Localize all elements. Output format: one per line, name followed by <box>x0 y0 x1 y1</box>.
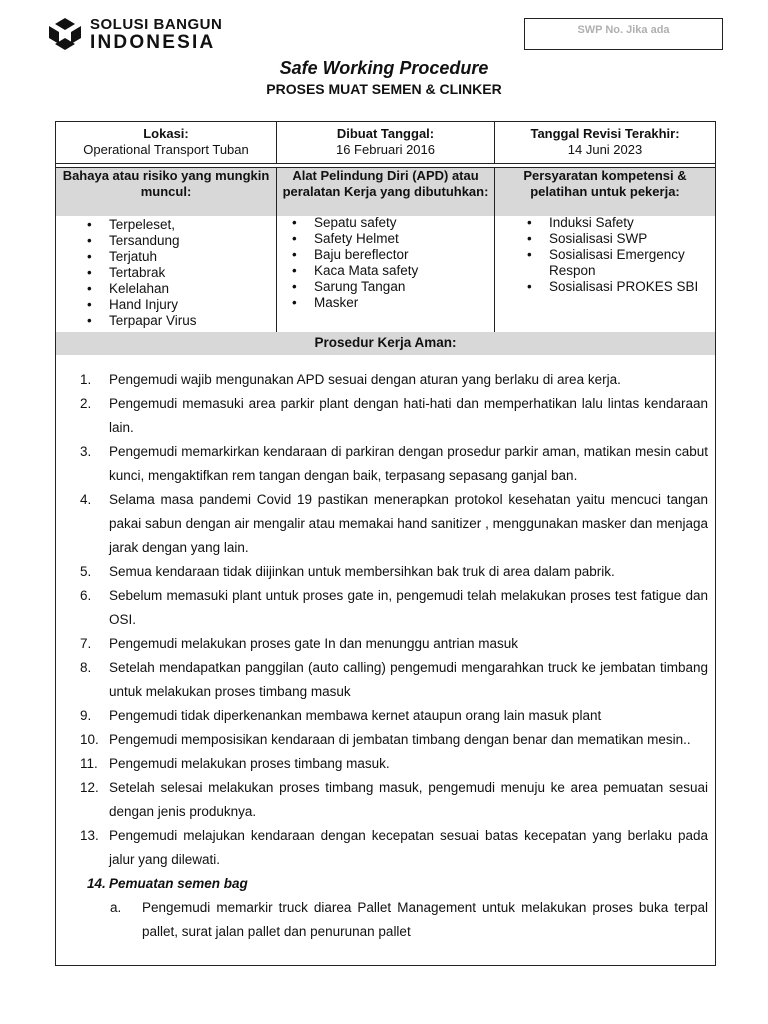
step-text: Setelah selesai melakukan proses timbang masuk, pengemudi menuju ke area pemuatan sesuai dengan jenis produknya. <box>109 780 708 819</box>
list-item: • Masker <box>314 295 494 311</box>
step-text: Semua kendaraan tidak diijinkan untuk membersihkan bak truk di area dalam pabrik. <box>109 564 615 579</box>
substep-text: Pengemudi memarkir truck diarea Pallet Management untuk melakukan proses buka terpal pallet, surat jalan pallet dan penurunan pallet <box>142 900 708 939</box>
procedure-step <box>56 488 715 560</box>
location-cell <box>56 122 277 163</box>
swp-number-box: SWP No. Jika ada <box>524 18 723 50</box>
step-number: 8. <box>80 660 92 675</box>
step-text: Pengemudi melakukan proses timbang masuk. <box>109 756 390 771</box>
procedure-step <box>56 776 715 824</box>
procedure-step <box>56 872 715 896</box>
revision-date-value: 14 Juni 2023 <box>567 142 643 157</box>
logo-line-1: SOLUSI BANGUN <box>90 15 223 33</box>
step-text: Pengemudi memasuki area parkir plant dengan hati-hati dan memperhatikan lalu lintas kendaraan lain. <box>109 396 708 435</box>
step-number: 3. <box>80 444 92 459</box>
step-number: 12. <box>80 780 99 795</box>
step-text: Pemuatan semen bag <box>109 876 248 891</box>
procedure-step <box>56 632 715 656</box>
ppe-column <box>277 168 495 332</box>
step-number: 13. <box>80 828 99 843</box>
created-date-label: Dibuat Tanggal: <box>336 126 435 141</box>
procedure-step <box>56 728 715 752</box>
list-item: • Sosialisasi SWP <box>549 231 715 247</box>
procedure-step <box>56 368 715 392</box>
procedure-step <box>56 752 715 776</box>
step-number: 7. <box>80 636 92 651</box>
step-text: Sebelum memasuki plant untuk proses gate in, pengemudi telah melakukan proses test fatigue dan OSI. <box>109 588 708 627</box>
revision-date-cell <box>495 122 715 163</box>
step-number: 1. <box>80 372 92 387</box>
hazards-list <box>56 217 276 329</box>
step-text: Pengemudi melajukan kendaraan dengan kecepatan sesuai batas kecepatan yang berlaku pada jalur yang dilewati. <box>109 828 708 867</box>
created-date-cell <box>277 122 495 163</box>
procedure-table <box>55 121 716 966</box>
step-text: Pengemudi memposisikan kendaraan di jembatan timbang dengan benar dan mematikan mesin.. <box>109 732 691 747</box>
step-text: Pengemudi melakukan proses gate In dan menunggu antrian masuk <box>109 636 519 651</box>
list-item: • Hand Injury <box>109 297 276 313</box>
list-item: • Tersandung <box>109 233 276 249</box>
step-number: 2. <box>80 396 92 411</box>
list-item: • Induksi Safety <box>549 215 715 231</box>
requirements-row <box>56 167 715 333</box>
procedure-steps <box>56 368 715 944</box>
step-number: 10. <box>80 732 99 747</box>
procedure-step <box>56 656 715 704</box>
step-number: 14. <box>87 876 106 891</box>
list-item: • Tertabrak <box>109 265 276 281</box>
step-number: 4. <box>80 492 92 507</box>
ppe-list <box>277 215 494 311</box>
step-text: Setelah mendapatkan panggilan (auto calling) pengemudi mengarahkan truck ke jembatan timbang untuk melakukan proses timbang masuk <box>109 660 708 699</box>
step-text: Pengemudi memarkirkan kendaraan di parkiran dengan prosedur parkir aman, matikan mesin cabut kunci, mengaktifkan rem tangan dengan baik, terpasang sepasang ganjal ban. <box>109 444 708 483</box>
list-item: • Sepatu safety <box>314 215 494 231</box>
list-item: • Sosialisasi PROKES SBI <box>549 279 715 295</box>
step-text: Pengemudi tidak diperkenankan membawa kernet ataupun orang lain masuk plant <box>109 708 602 723</box>
procedure-step <box>56 392 715 440</box>
list-item: • Terpeleset, <box>109 217 276 233</box>
list-item: • Sarung Tangan <box>314 279 494 295</box>
hazards-header: Bahaya atau risiko yang mungkin muncul: <box>56 168 276 216</box>
list-item: • Sosialisasi Emergency Respon <box>549 247 715 279</box>
logo-line-2: INDONESIA <box>90 31 216 53</box>
procedure-step <box>56 704 715 728</box>
step-number: 5. <box>80 564 92 579</box>
competency-column <box>495 168 715 332</box>
list-item: • Kaca Mata safety <box>314 263 494 279</box>
created-date-value: 16 Februari 2016 <box>335 142 435 157</box>
list-item: • Kelelahan <box>109 281 276 297</box>
list-item: • Safety Helmet <box>314 231 494 247</box>
substep-letter: a. <box>110 900 122 915</box>
list-item: • Terjatuh <box>109 249 276 265</box>
step-number: 6. <box>80 588 92 603</box>
location-label: Lokasi: <box>143 126 189 141</box>
document-title: Safe Working Procedure <box>279 58 489 78</box>
logo-mark-icon <box>44 16 86 52</box>
procedure-step <box>56 584 715 632</box>
company-logo <box>44 16 222 52</box>
step-number: 9. <box>80 708 92 723</box>
procedure-substep <box>56 896 715 944</box>
step-number: 11. <box>80 756 98 771</box>
location-value: Operational Transport Tuban <box>83 142 249 157</box>
list-item: • Terpapar Virus <box>109 313 276 329</box>
list-item: • Baju bereflector <box>314 247 494 263</box>
ppe-header: Alat Pelindung Diri (APD) atau peralatan Kerja yang dibutuhkan: <box>277 168 494 216</box>
procedure-step <box>56 560 715 584</box>
hazards-column <box>56 168 277 332</box>
revision-date-label: Tanggal Revisi Terakhir: <box>530 126 680 141</box>
step-text: Selama masa pandemi Covid 19 pastikan menerapkan protokol kesehatan yaitu mencuci tangan pakai sabun dengan air mengalir atau memakai hand sanitizer , menggunakan masker dan menjaga jarak dengan yang lain. <box>109 492 708 555</box>
step-text: Pengemudi wajib mengunakan APD sesuai dengan aturan yang berlaku di area kerja. <box>109 372 621 387</box>
competency-header: Persyaratan kompetensi & pelatihan untuk pekerja: <box>495 168 715 216</box>
procedure-step <box>56 440 715 488</box>
info-row <box>56 122 715 164</box>
procedure-header: Prosedur Kerja Aman: <box>56 332 715 355</box>
competency-list <box>495 215 715 295</box>
document-subtitle: PROSES MUAT SEMEN & CLINKER <box>266 81 502 97</box>
procedure-step <box>56 824 715 872</box>
